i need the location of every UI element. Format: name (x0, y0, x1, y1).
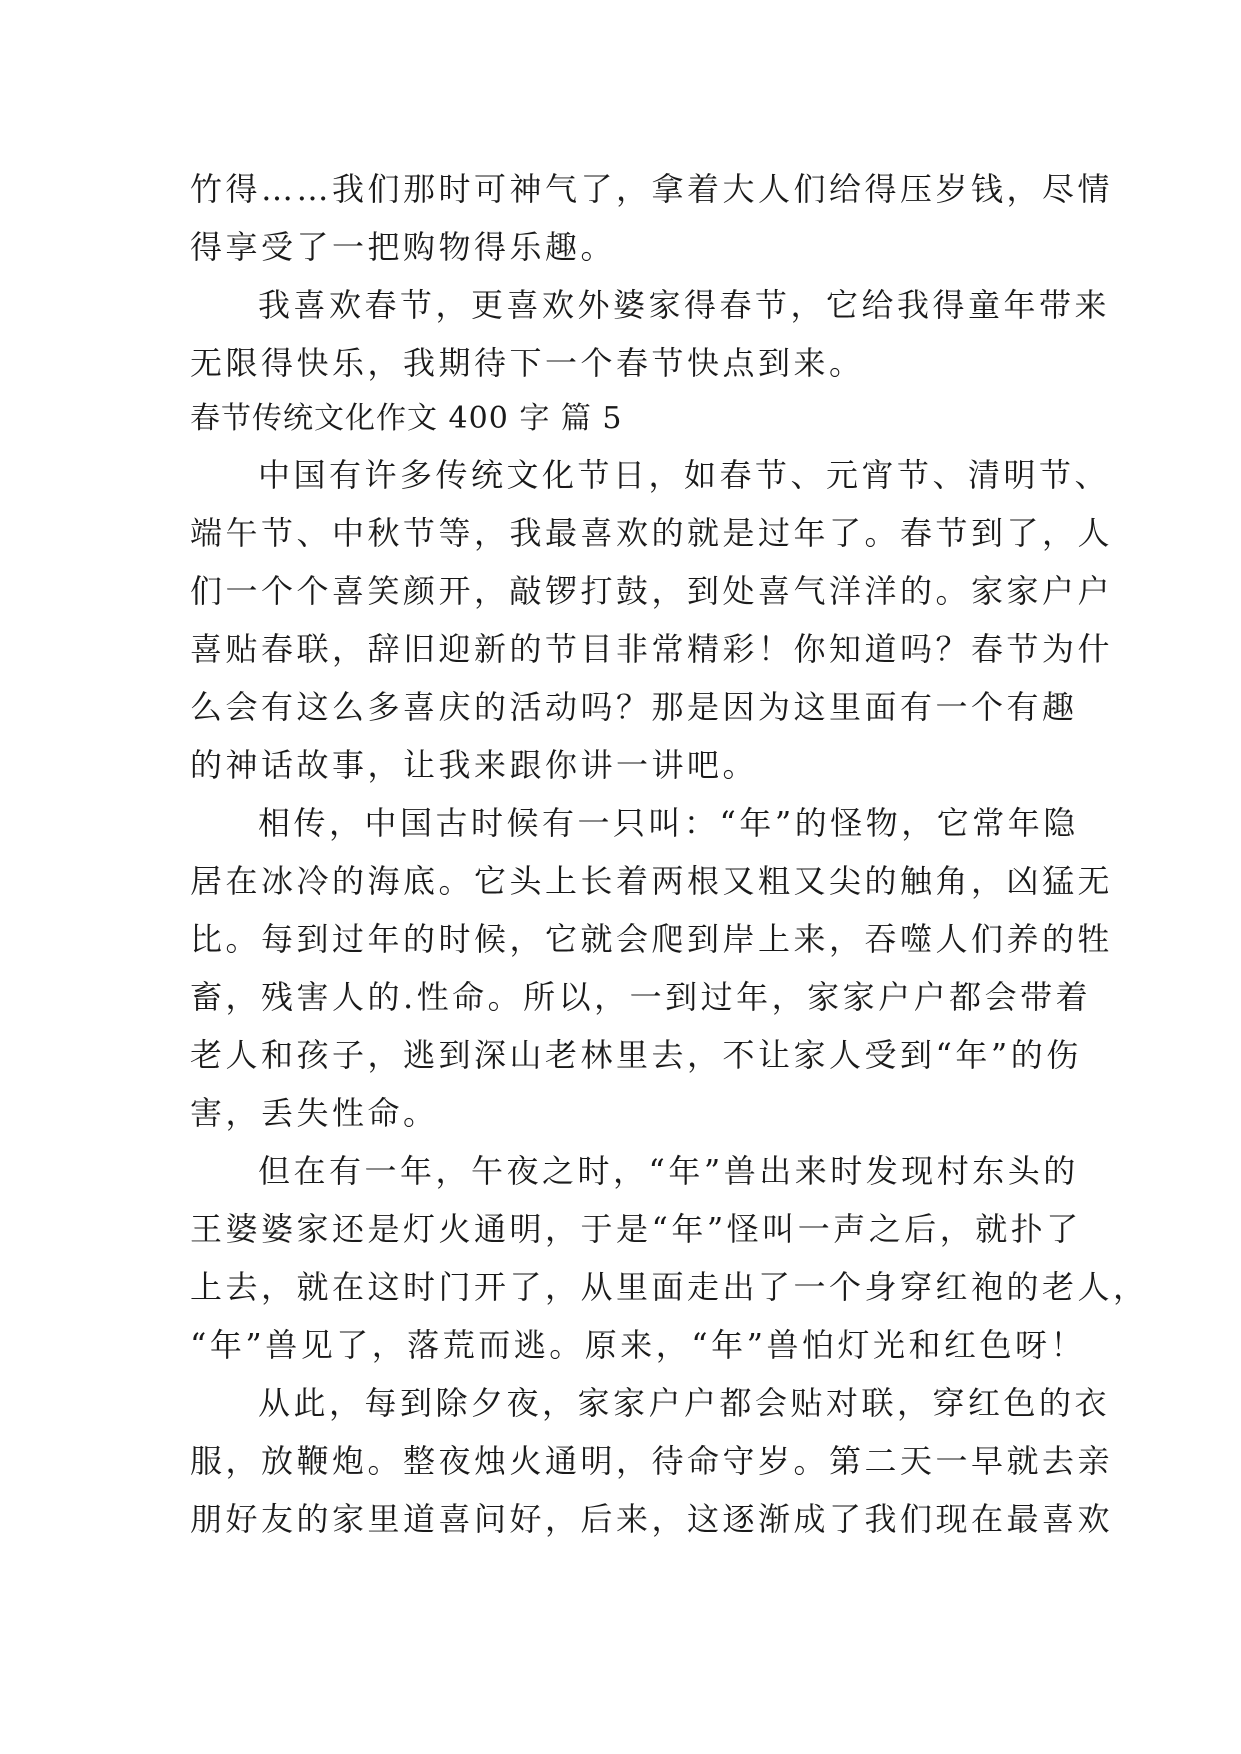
paragraph-start-line: 从此，每到除夕夜，家家户户都会贴对联，穿红色的衣 (258, 1384, 1111, 1422)
text-line: 居在冰冷的海底。它头上长着两根又粗又尖的触角，凶猛无 (190, 862, 1114, 900)
text-line: 竹得……我们那时可神气了，拿着大人们给得压岁钱，尽情 (190, 170, 1114, 208)
text-line: 比。每到过年的时候，它就会爬到岸上来，吞噬人们养的牲 (190, 920, 1114, 958)
document-body (190, 160, 1149, 1548)
text-line: 上去，就在这时门开了，从里面走出了一个身穿红袍的老人， (190, 1268, 1149, 1306)
text-line: 朋好友的家里道喜问好，后来，这逐渐成了我们现在最喜欢 (190, 1500, 1114, 1538)
paragraph-start-line: 中国有许多传统文化节日，如春节、元宵节、清明节、 (258, 456, 1111, 494)
text-line: 们一个个喜笑颜开，敲锣打鼓，到处喜气洋洋的。家家户户 (190, 572, 1114, 610)
text-line: 王婆婆家还是灯火通明，于是“年”怪叫一声之后，就扑了 (190, 1210, 1082, 1248)
text-line: 的神话故事，让我来跟你讲一讲吧。 (190, 746, 759, 784)
text-line: 老人和孩子，逃到深山老林里去，不让家人受到“年”的伤 (190, 1036, 1082, 1074)
paragraph-start-line: 但在有一年，午夜之时，“年”兽出来时发现村东头的 (258, 1152, 1079, 1190)
paragraph-start-line: 我喜欢春节，更喜欢外婆家得春节，它给我得童年带来 (258, 286, 1111, 324)
text-line: 得享受了一把购物得乐趣。 (190, 228, 617, 266)
paragraph-start-line: 相传，中国古时候有一只叫：“年”的怪物，它常年隐 (258, 804, 1079, 842)
text-line: “年”兽见了，落荒而逃。原来，“年”兽怕灯光和红色呀！ (190, 1326, 1086, 1364)
text-line: 么会有这么多喜庆的活动吗？那是因为这里面有一个有趣 (190, 688, 1078, 726)
text-line: 畜，残害人的.性命。所以，一到过年，家家户户都会带着 (190, 978, 1092, 1016)
section-heading: 春节传统文化作文 400 字 篇 5 (190, 401, 623, 436)
text-line: 无限得快乐，我期待下一个春节快点到来。 (190, 344, 865, 382)
text-line: 喜贴春联，辞旧迎新的节目非常精彩！你知道吗？春节为什 (190, 630, 1114, 668)
text-line: 服，放鞭炮。整夜烛火通明，待命守岁。第二天一早就去亲 (190, 1442, 1114, 1480)
text-line: 端午节、中秋节等，我最喜欢的就是过年了。春节到了，人 (190, 514, 1114, 552)
text-line: 害，丢失性命。 (190, 1094, 439, 1132)
